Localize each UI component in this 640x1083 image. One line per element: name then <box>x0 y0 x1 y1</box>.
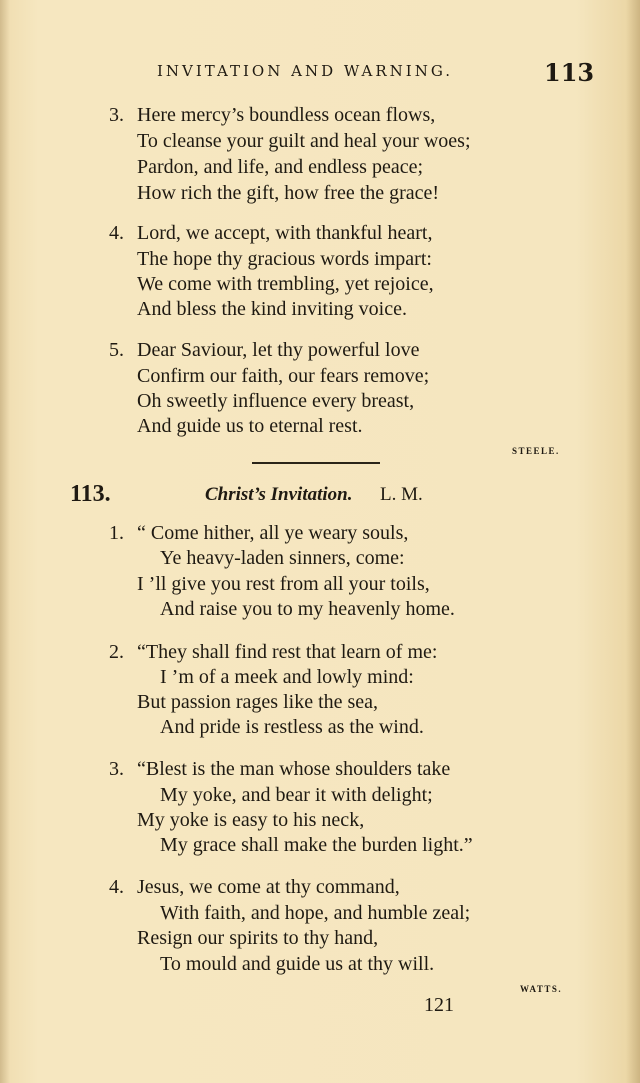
hymn-author: STEELE. <box>512 446 560 456</box>
verse-line: And guide us to eternal rest. <box>137 415 363 437</box>
verse-line: Pardon, and life, and endless peace; <box>137 156 424 178</box>
stanza-number: 4. <box>109 222 124 244</box>
page-shadow-right <box>626 0 640 1083</box>
verse-line: My yoke, and bear it with delight; <box>160 784 433 806</box>
verse-line: And raise you to my heavenly home. <box>160 598 455 620</box>
verse-line: My grace shall make the burden light.” <box>160 834 473 856</box>
verse-line: How rich the gift, how free the grace! <box>137 182 440 204</box>
verse-line: To cleanse your guilt and heal your woes; <box>137 130 471 152</box>
stanza-number: 2. <box>109 641 124 663</box>
page-shadow-left <box>0 0 10 1083</box>
verse-line: Confirm our faith, our fears remove; <box>137 365 430 387</box>
verse-line: I ’m of a meek and lowly mind: <box>160 666 414 688</box>
verse-line: The hope thy gracious words impart: <box>137 248 432 270</box>
stanza-number: 1. <box>109 522 124 544</box>
hymn-number: 113. <box>70 481 111 507</box>
verse-line: Resign our spirits to thy hand, <box>137 927 379 949</box>
verse-line: Here mercy’s boundless ocean flows, <box>137 104 436 126</box>
verse-line: “ Come hither, all ye weary souls, <box>137 522 409 544</box>
verse-line: My yoke is easy to his neck, <box>137 809 365 831</box>
verse-line: We come with trembling, yet rejoice, <box>137 273 434 295</box>
stanza-number: 4. <box>109 876 124 898</box>
verse-line: And pride is restless as the wind. <box>160 716 424 738</box>
verse-line: But passion rages like the sea, <box>137 691 379 713</box>
page-number: 113 <box>544 58 595 87</box>
verse-line: Ye heavy-laden sinners, come: <box>160 547 405 569</box>
hymn-meter: L. M. <box>380 484 423 505</box>
section-divider <box>252 462 380 464</box>
stanza-number: 3. <box>109 758 124 780</box>
stanza-number: 3. <box>109 104 124 126</box>
verse-line: I ’ll give you rest from all your toils, <box>137 573 430 595</box>
folio-number: 121 <box>424 994 454 1016</box>
stanza-number: 5. <box>109 339 124 361</box>
verse-line: Oh sweetly influence every breast, <box>137 390 415 412</box>
verse-line: To mould and guide us at thy will. <box>160 953 435 975</box>
running-title: INVITATION AND WARNING. <box>157 62 454 80</box>
verse-line: “They shall find rest that learn of me: <box>137 641 438 663</box>
verse-line: Dear Saviour, let thy powerful love <box>137 339 420 361</box>
hymn-title: Christ’s Invitation. <box>205 484 353 505</box>
verse-line: And bless the kind inviting voice. <box>137 298 407 320</box>
verse-line: With faith, and hope, and humble zeal; <box>160 902 471 924</box>
verse-line: Jesus, we come at thy command, <box>137 876 400 898</box>
hymn-author: WATTS. <box>520 984 563 994</box>
verse-line: “Blest is the man whose shoulders take <box>137 758 451 780</box>
verse-line: Lord, we accept, with thankful heart, <box>137 222 433 244</box>
